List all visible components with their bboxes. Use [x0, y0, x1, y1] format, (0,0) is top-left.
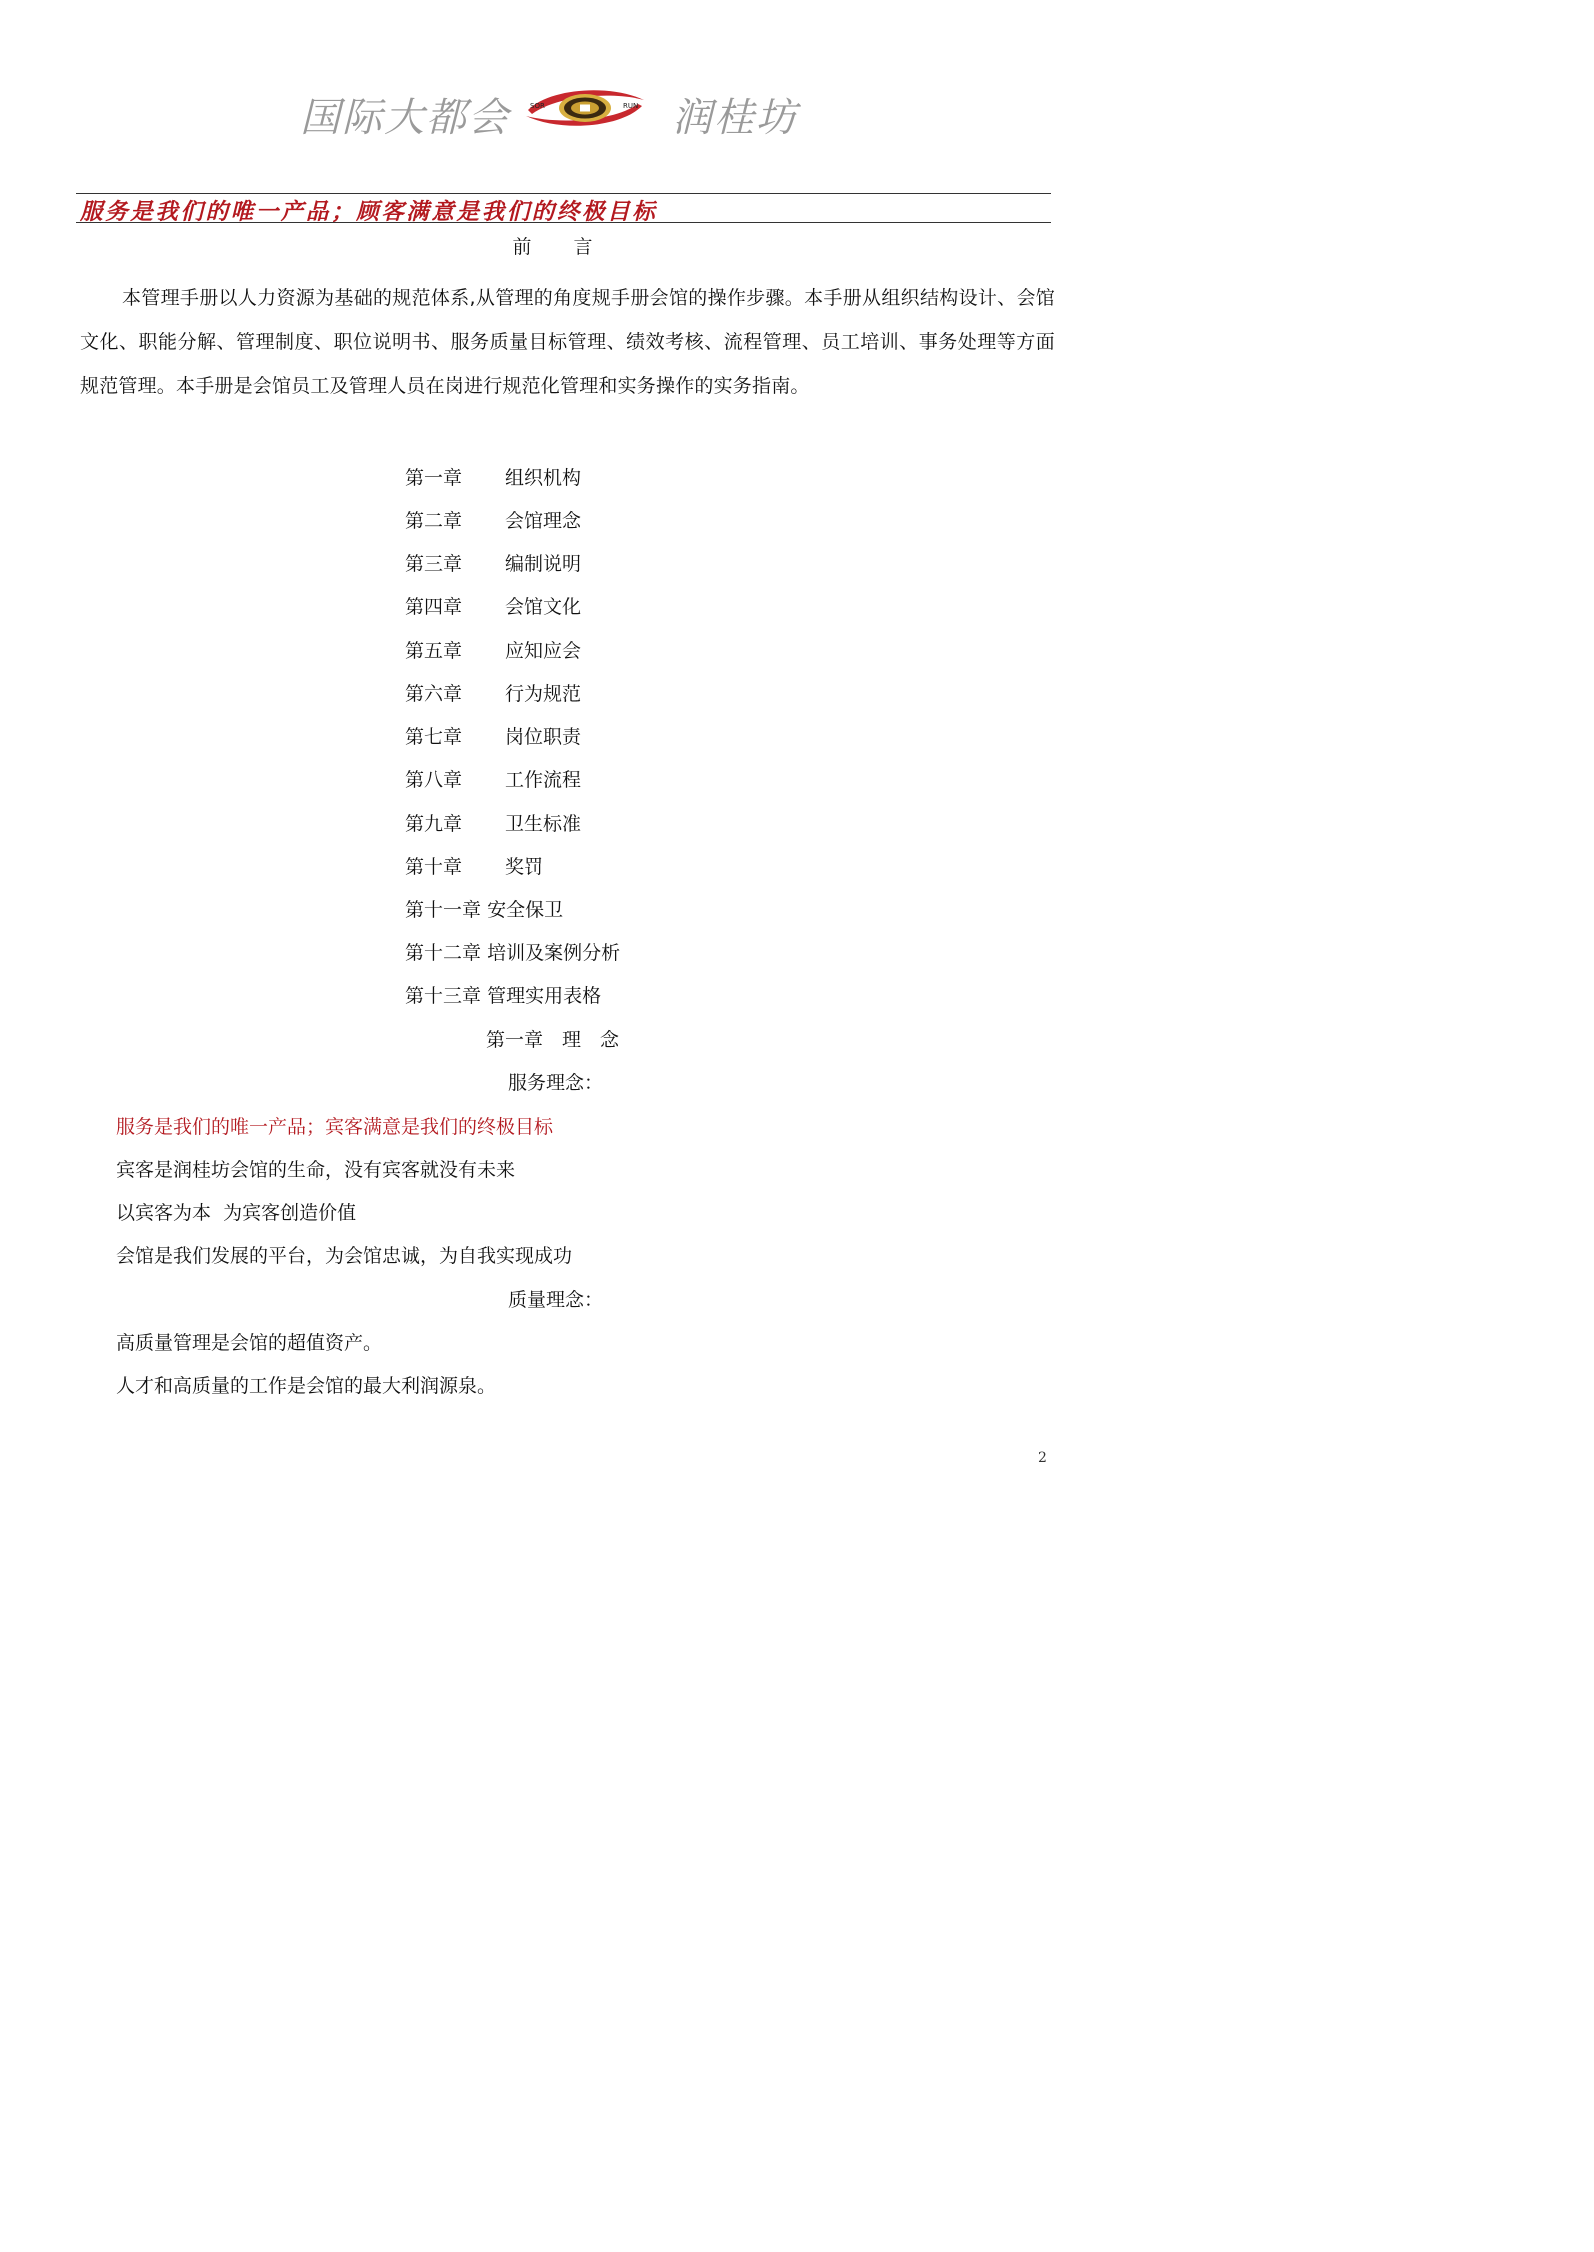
- toc-chapter-number: 第十二章: [405, 942, 482, 964]
- service-line: 以宾客为本 为宾客创造价值: [116, 1202, 357, 1224]
- slogan-bottom-rule: [76, 222, 1051, 223]
- toc-item: [405, 463, 581, 490]
- toc-chapter-number: 第三章: [405, 553, 463, 575]
- toc-item: [405, 722, 581, 749]
- toc-chapter-title: 会馆理念: [505, 510, 582, 532]
- toc-chapter-title: 组织机构: [505, 467, 582, 489]
- toc-item: [405, 506, 581, 533]
- toc-chapter-title: 行为规范: [505, 683, 582, 705]
- toc-item: [405, 895, 563, 922]
- toc-chapter-number: 第十三章: [405, 985, 482, 1007]
- toc-chapter-number: 第六章: [405, 683, 463, 705]
- toc-chapter-number: 第九章: [405, 813, 463, 835]
- toc-chapter-title: 工作流程: [505, 769, 582, 791]
- toc-chapter-number: 第四章: [405, 596, 463, 618]
- service-philosophy-heading: 服务理念：: [508, 1072, 604, 1094]
- toc-item: [405, 938, 620, 965]
- quality-line: 人才和高质量的工作是会馆的最大利润源泉。: [116, 1375, 497, 1397]
- slogan-banner: 服务是我们的唯一产品；顾客满意是我们的终极目标: [80, 199, 658, 225]
- preface-body: 本管理手册以人力资源为基础的规范体系,从管理的角度规手册会馆的操作步骤。本手册从组织结构设计、会馆文化、职能分解、管理制度、职位说明书、服务质量目标管理、绩效考核、流程管理、员工培训、事务处理等方面规范管理。本手册是会馆员工及管理人员在岗进行规范化管理和实务操作的实务指南。: [80, 287, 1055, 397]
- logo-right-text: RUN: [623, 102, 639, 110]
- toc-item: [405, 549, 581, 576]
- toc-item: [405, 679, 581, 706]
- quality-line: 高质量管理是会馆的超值资产。: [116, 1332, 383, 1354]
- toc-chapter-number: 第五章: [405, 640, 463, 662]
- toc-chapter-title: 管理实用表格: [487, 985, 602, 1007]
- toc-item: [405, 852, 543, 879]
- toc-chapter-title: 安全保卫: [487, 899, 564, 921]
- chapter1-title: 第一章 理 念: [486, 1029, 620, 1051]
- service-line: 会馆是我们发展的平台，为会馆忠诚，为自我实现成功: [116, 1245, 573, 1267]
- toc-chapter-number: 第十章: [405, 856, 463, 878]
- logo-left-text: SOR: [530, 102, 545, 110]
- toc-chapter-number: 第二章: [405, 510, 463, 532]
- toc-item: [405, 636, 581, 663]
- toc-chapter-title: 编制说明: [505, 553, 582, 575]
- toc-chapter-number: 第一章: [405, 467, 463, 489]
- toc-chapter-title: 卫生标准: [505, 813, 582, 835]
- company-logo: [520, 84, 650, 132]
- toc-item: [405, 981, 601, 1008]
- toc-chapter-title: 岗位职责: [505, 726, 582, 748]
- service-line: 宾客是润桂坊会馆的生命，没有宾客就没有未来: [116, 1159, 516, 1181]
- service-line-slogan: 服务是我们的唯一产品；宾客满意是我们的终极目标: [116, 1116, 554, 1138]
- toc-item: [405, 809, 581, 836]
- toc-chapter-number: 第七章: [405, 726, 463, 748]
- quality-philosophy-heading: 质量理念：: [508, 1289, 604, 1311]
- toc-chapter-number: 第八章: [405, 769, 463, 791]
- toc-chapter-title: 培训及案例分析: [487, 942, 621, 964]
- page-header: [0, 80, 1105, 144]
- page-number: 2: [1038, 1450, 1047, 1466]
- header-right-text: 润桂坊: [672, 95, 798, 141]
- preface-title: 前 言: [512, 236, 611, 258]
- header-left-text: 国际大都会: [300, 95, 510, 141]
- toc-chapter-number: 第十一章: [405, 899, 482, 921]
- toc-item: [405, 765, 581, 792]
- toc-item: [405, 592, 581, 619]
- toc-chapter-title: 应知应会: [505, 640, 582, 662]
- toc-chapter-title: 奖罚: [505, 856, 544, 878]
- toc-chapter-title: 会馆文化: [505, 596, 582, 618]
